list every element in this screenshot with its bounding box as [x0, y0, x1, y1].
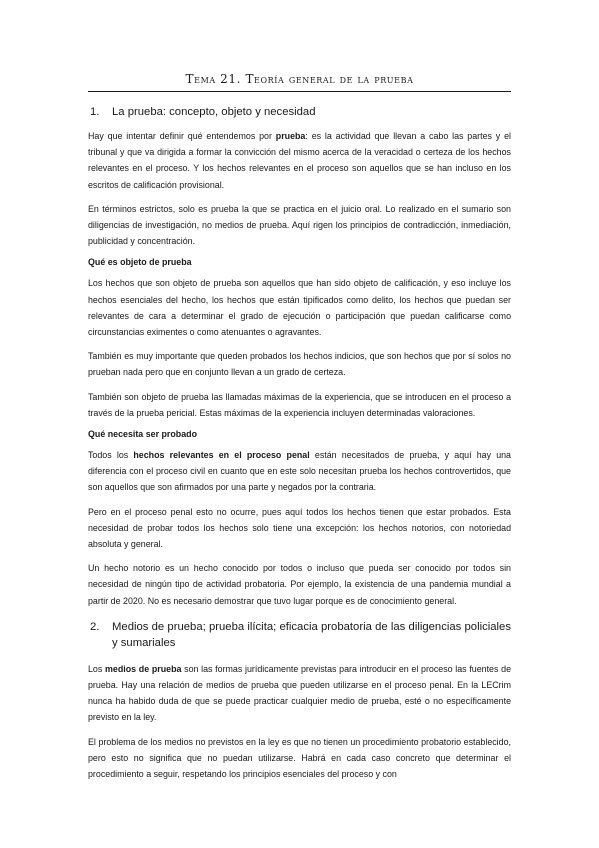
- subheading-objeto-de-prueba: Qué es objeto de prueba: [88, 257, 192, 268]
- bold-term: hechos relevantes en el proceso penal: [133, 450, 310, 461]
- section-1-heading: [88, 106, 511, 118]
- text-run: son las formas jurídicamente previstas para introducir en el proceso las fuentes de prueba. Hay una relación de medios de prueba que pueden utilizarse en el proceso penal. En la LECrim nunca ha habido duda de que se puede practicar cualquier medio de prueba, esté o no específicamente previsto en la ley.: [88, 663, 512, 723]
- document-body: [88, 106, 511, 790]
- bold-term: medios de prueba: [105, 663, 182, 674]
- document-title: Tema 21. Teoría general de la prueba: [185, 72, 414, 86]
- paragraph: [88, 661, 511, 726]
- paragraph: También es muy importante que queden probados los hechos indicios, que son hechos que por sí solos no prueban nada pero que en conjunto llevan a un grado de certeza.: [88, 351, 511, 378]
- text-run: Todos los: [88, 450, 134, 461]
- paragraph: El problema de los medios no previstos en la ley es que no tienen un procedimiento probatorio establecido, pero esto no significa que no puedan utilizarse. Habrá en cada caso concreto que determinar el procedimiento a seguir, respetando los principios esenciales del proceso y con: [88, 736, 511, 780]
- bold-term: prueba: [275, 131, 306, 141]
- paragraph: [88, 447, 511, 496]
- title-underline: [88, 91, 511, 92]
- text-run: están necesitados de prueba, y aquí hay una diferencia con el proceso civil en cuanto que en este solo necesitan prueba los hechos controvertidos, que son aquellos que son afirmados por una parte y negados por la contraria.: [88, 450, 511, 493]
- paragraph: También son objeto de prueba las llamadas máximas de la experiencia, que se introducen en el proceso a través de la prueba pericial. Estas máximas de la experiencia incluyen determinadas valoraciones.: [88, 391, 511, 418]
- section-1-number: 1.: [90, 106, 100, 118]
- section-2-number: 2.: [90, 620, 100, 633]
- text-run: Los: [88, 663, 106, 674]
- subheading-que-necesita-ser-probado: Qué necesita ser probado: [88, 429, 198, 440]
- section-2-heading: [88, 619, 511, 651]
- paragraph: Un hecho notorio es un hecho conocido por todos o incluso que pueda ser conocido por todos sin necesidad de ningún tipo de actividad probatoria. Por ejemplo, la existencia de una pandemia mundial a partir de 2020. No es necesario demostrar que tuvo lugar porque es de conocimiento general.: [88, 563, 511, 606]
- section-2-title: Medios de prueba; prueba ilícita; eficacia probatoria de las diligencias policiales y sumariales: [112, 620, 511, 649]
- text-run: : es la actividad que llevan a cabo las partes y el tribunal y que va dirigida a formar la convicción del mismo acerca de la veracidad o certeza de los hechos relevantes en el proceso. Y los hechos relevantes en el proceso son aquellos que se han incluso en los escritos de calificación provisional.: [88, 131, 511, 190]
- paragraph: Pero en el proceso penal esto no ocurre, pues aquí todos los hechos tienen que estar probados. Esta necesidad de probar todos los hechos solo tiene una excepción: los hechos notorios, con notoriedad absoluta y general.: [88, 506, 511, 550]
- paragraph: Los hechos que son objeto de prueba son aquellos que han sido objeto de calificación, y eso incluye los hechos esenciales del hecho, los hechos que están tipificados como delito, los hechos que puedan ser relevantes de cara a determinar el grado de ejecución o participación que puedan calificarse como circunstancias eximentes o como atenuantes o agravantes.: [88, 278, 511, 338]
- paragraph: [88, 128, 511, 193]
- text-run: Hay que intentar definir qué entendemos por: [88, 131, 276, 141]
- section-1-title: La prueba: concepto, objeto y necesidad: [112, 106, 316, 118]
- paragraph: En términos estrictos, solo es prueba la que se practica en el juicio oral. Lo realizado en el sumario son diligencias de investigación, no medios de prueba. Aquí rigen los principios de contradicción, inmediación, publicidad y concentración.: [88, 203, 511, 247]
